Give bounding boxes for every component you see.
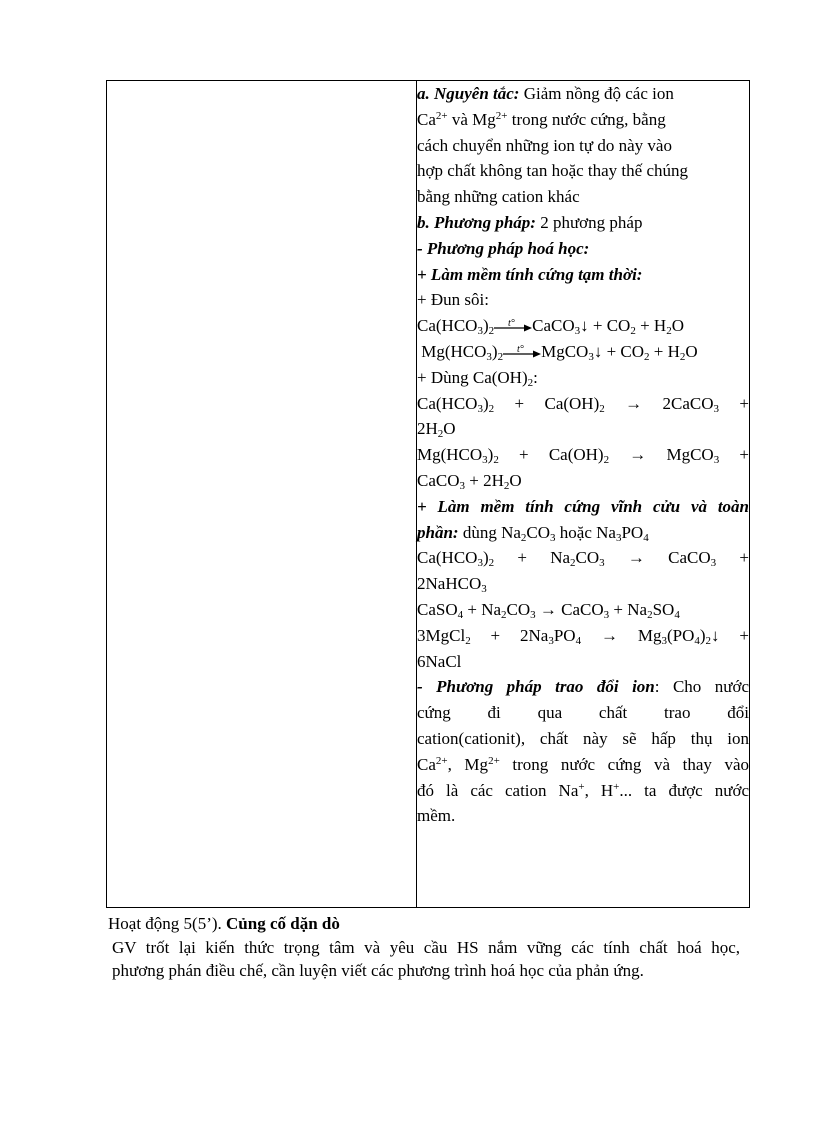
equation-permanent-2: CaSO$_4$ + $Na_2CO_3$ → CaCO$_3$ + $Na_2SO_4$ bbox=[417, 599, 680, 621]
ion-exchange-line-3: cation(cationit), chất này sẽ hấp thụ ion bbox=[417, 728, 749, 748]
heat-arrow bbox=[494, 318, 532, 332]
equation-lime-ca-line-1: $Ca(HCO_3)_2 + Ca(OH)_2$ → 2CaCO$_3$ + bbox=[417, 393, 750, 415]
lime-label: + Dùng $Ca(OH)_2$: bbox=[417, 367, 538, 389]
heat-symbol: t° bbox=[508, 318, 515, 330]
teacher-activity-cell bbox=[107, 81, 417, 908]
method-line bbox=[417, 210, 749, 236]
activity-title bbox=[108, 913, 340, 935]
principle-label: a. Nguyên tắc: bbox=[417, 84, 520, 103]
temporary-hardness-heading: + Làm mềm tính cứng tạm thời: bbox=[417, 264, 643, 284]
ion-exchange-heading: - Phương pháp trao đổi ion bbox=[417, 677, 655, 697]
equation-lime-mg-line-2: CaCO$_3$ + $2H_2O$ bbox=[417, 470, 522, 492]
equation-permanent-3-line-1: 3MgCl$_2$ + $2Na_3PO_4$ → $Mg_3(PO_4)_2↓$ + bbox=[417, 625, 749, 647]
principle-line-4: hợp chất không tan hoặc thay thế chúng bbox=[417, 161, 688, 181]
activity-body-line-2: phương phán điều chế, cần luyện viết các phương trình hoá học của phản ứng. bbox=[112, 961, 644, 980]
ion-exchange-line-4: $Ca^{2+}$, $Mg^{2+}$ trong nước cứng và thay vào bbox=[417, 754, 749, 774]
principle-line-2: $Ca^{2+}$ và $Mg^{2+}$ trong nước cứng, bằng bbox=[417, 109, 666, 129]
equation-boil-mg: $Mg(HCO_3)_2$ t° MgCO$_3$↓ + $CO_2 + H_2O$ bbox=[421, 341, 698, 363]
chemical-method-heading: - Phương pháp hoá học: bbox=[417, 238, 590, 258]
equation-permanent-1-line-1: $Ca(HCO_3)_2 + Na_2CO_3$ → CaCO$_3$ + bbox=[417, 548, 749, 570]
equation-permanent-1-line-2: 2NaHCO$_3$ bbox=[417, 574, 487, 596]
heat-symbol: t° bbox=[517, 343, 524, 355]
equation-lime-mg-line-1: $Mg(HCO_3)_2 + Ca(OH)_2$ → MgCO$_3$ + bbox=[417, 445, 749, 467]
equation-boil-ca: $Ca(HCO_3)_2$ t° CaCO$_3$↓ + $CO_2 + H_2O$ bbox=[417, 316, 684, 338]
principle-text: Giảm nồng độ các ion bbox=[519, 84, 674, 103]
equation-lime-ca-line-2: $2H_2O$ bbox=[417, 419, 456, 441]
method-label: b. Phương pháp: bbox=[417, 212, 536, 232]
ion-exchange-line-5: đó là các cation Na+, H+... ta được nước bbox=[417, 780, 749, 800]
content-cell bbox=[417, 81, 750, 908]
ion-exchange-line-2: cứng đi qua chất trao đổi bbox=[417, 703, 749, 723]
ion-exchange-line-6: mềm. bbox=[417, 806, 456, 826]
permanent-hardness-heading-line-1: + Làm mềm tính cứng vĩnh cửu và toàn bbox=[417, 496, 749, 516]
boil-label: + Đun sôi: bbox=[417, 290, 489, 310]
activity-body bbox=[112, 936, 740, 982]
ion-exchange-line-1: - Phương pháp trao đổi ion: Cho nước bbox=[417, 677, 749, 697]
activity-body-line-1: GV trốt lại kiến thức trọng tâm và yêu cầu HS nắm vững các tính chất hoá học, bbox=[112, 938, 740, 957]
lesson-table bbox=[106, 80, 750, 908]
principle-line-3: cách chuyển những ion tự do này vào bbox=[417, 135, 672, 155]
principle-line-1 bbox=[417, 81, 749, 107]
method-text: 2 phương pháp bbox=[535, 212, 643, 232]
activity-title-prefix: Hoạt động 5(5’). bbox=[108, 914, 227, 933]
heat-arrow bbox=[503, 344, 541, 358]
equation-permanent-3-line-2: 6NaCl bbox=[417, 651, 462, 671]
permanent-hardness-line-2: phần: dùng $Na_2CO_3$ hoặc $Na_3PO_4$ bbox=[417, 522, 649, 544]
principle-line-5: bằng những cation khác bbox=[417, 187, 580, 207]
activity-title-bold: Củng cố dặn dò bbox=[226, 914, 340, 933]
